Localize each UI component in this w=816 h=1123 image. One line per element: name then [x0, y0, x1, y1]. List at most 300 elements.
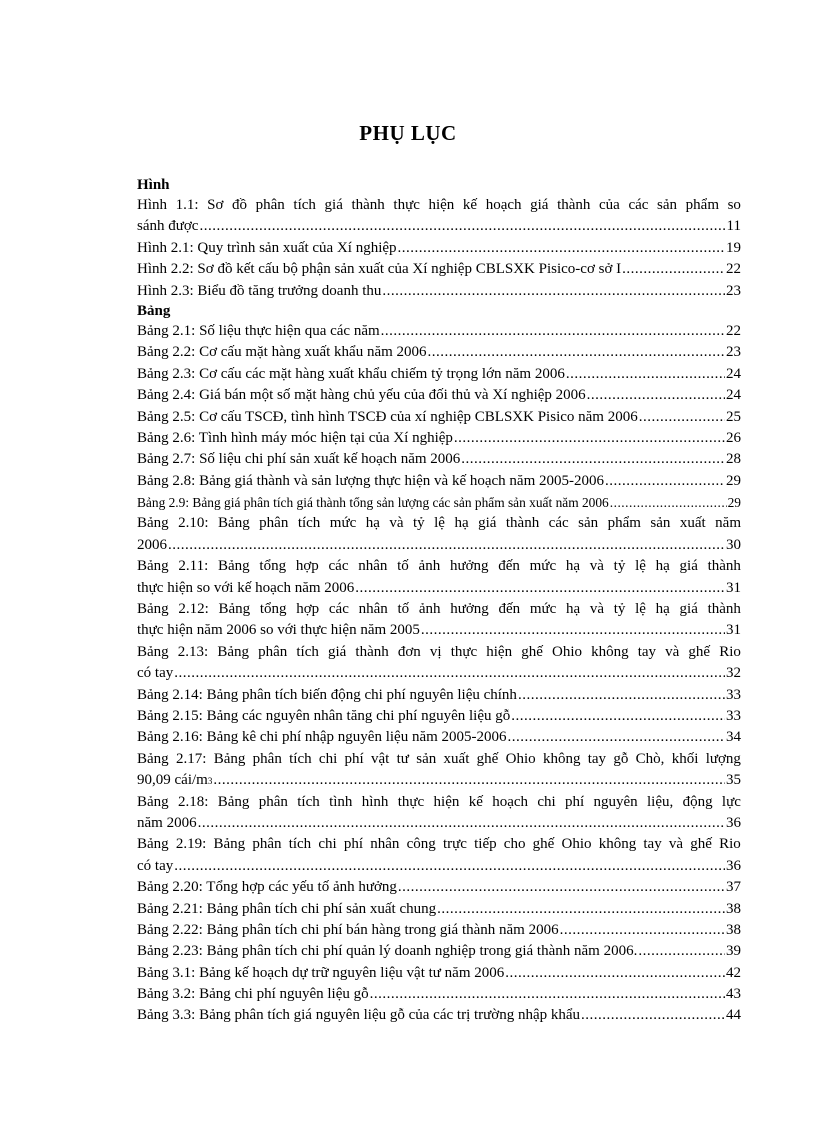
entry-line [137, 492, 741, 513]
page-number: 29 [726, 472, 741, 489]
table-entry[interactable] [137, 792, 741, 835]
page-number: 26 [726, 429, 741, 446]
entry-word: hưởng [449, 558, 489, 575]
entry-word: động [682, 793, 713, 810]
entry-word: vật [371, 750, 390, 767]
table-entry[interactable] [137, 428, 741, 449]
table-entry[interactable] [137, 642, 741, 685]
entry-word: giá [324, 197, 343, 213]
entry-line [137, 281, 741, 302]
table-entry[interactable] [137, 727, 741, 748]
entry-word: và [389, 515, 404, 532]
entry-label: Hình 2.1: Quy trình sản xuất của Xí nghiệp [137, 239, 397, 256]
entry-word: nguyên [593, 793, 638, 810]
page-number: 28 [726, 451, 741, 468]
page-number: 30 [726, 536, 741, 553]
entry-line [137, 685, 741, 706]
dot-leader [622, 259, 725, 280]
page-number: 33 [726, 686, 741, 703]
entry-label: Bảng 3.2: Bảng chi phí nguyên liệu gỗ [137, 986, 369, 1003]
entry-line [137, 813, 741, 834]
entry-word: hiện [433, 793, 460, 810]
entry-word: tố [397, 558, 409, 575]
entry-word: hình [361, 793, 389, 810]
page-number: 44 [726, 1007, 741, 1024]
entry-word: các [328, 558, 349, 575]
table-entry[interactable] [137, 834, 741, 877]
entry-line [137, 963, 741, 984]
entry-label: Bảng 2.4: Giá bán một số mặt hàng chủ yếu của đối thủ và Xí nghiệp 2006 [137, 387, 586, 404]
table-entry[interactable] [137, 877, 741, 898]
entry-word: tích [297, 515, 321, 532]
entry-word: phân [258, 643, 288, 660]
entry-word: cho [503, 836, 526, 853]
table-entry[interactable] [137, 599, 741, 642]
entry-word: công [406, 836, 436, 853]
dot-leader [639, 407, 725, 428]
entry-label: 2006 [137, 536, 167, 553]
entry-word: 2.10: [178, 515, 209, 532]
page-number: 38 [726, 921, 741, 938]
entry-word: liệu, [647, 793, 674, 810]
table-entry[interactable] [137, 920, 741, 941]
entry-word: nhân [358, 601, 388, 618]
entry-word: Bảng [218, 601, 251, 618]
entry-line: 90,09 cái/m 3 ..... 35 [137, 770, 741, 791]
entry-wrapped-line [137, 834, 741, 855]
page-number: 25 [726, 408, 741, 425]
entry-word: Bảng [137, 750, 169, 767]
entry-line [137, 856, 741, 877]
entry-word: so [727, 197, 741, 213]
page-number: 37 [726, 879, 741, 896]
entry-wrapped-line [137, 556, 741, 577]
dot-leader [174, 856, 725, 877]
entry-wrapped-line [137, 513, 741, 534]
page-number: 32 [726, 665, 741, 682]
entry-label: Bảng 2.2: Cơ cấu mặt hàng xuất khẩu năm 2006 [137, 344, 427, 361]
page-number: 23 [726, 344, 741, 361]
dot-leader [437, 899, 725, 920]
entry-line [137, 364, 741, 385]
entry-line [137, 216, 741, 237]
entry-word: mức [529, 601, 557, 618]
page-number: 36 [726, 814, 741, 831]
entry-word: hợp [296, 601, 320, 618]
entry-word: gỗ [613, 750, 629, 767]
entry-word: nhân [370, 836, 400, 853]
entry-word: tích [288, 836, 312, 853]
entry-line [137, 920, 741, 941]
entry-word: của [599, 197, 620, 213]
entry-word: phẩm [685, 197, 719, 213]
entry-word: sản [650, 515, 671, 532]
entry-label: Bảng 2.9: Bảng giá phân tích giá thành tổng sản lượng các sản phẩm sản xuất năm 2006 [137, 495, 609, 511]
entry-word: ghế [521, 643, 543, 660]
page-number: 11 [726, 218, 741, 235]
entry-word: lệ [635, 601, 646, 618]
entry-word: hiện [428, 197, 455, 213]
entry-label: Bảng 2.23: Bảng phân tích chi phí quản lý doanh nghiệp trong giá thành năm 2006. [137, 943, 638, 960]
dot-leader [381, 321, 725, 342]
entry-word: Bảng [218, 558, 250, 575]
entry-word: sản [657, 197, 678, 213]
entry-word: Bảng [213, 750, 246, 767]
entry-wrapped-line [137, 195, 741, 216]
entry-word: lệ [434, 515, 445, 532]
entry-word: tích [296, 643, 319, 660]
table-entry[interactable] [137, 385, 741, 406]
entry-word: Bảng [217, 793, 250, 810]
dot-leader [461, 449, 725, 470]
table-entry[interactable] [137, 492, 741, 513]
entry-line [137, 321, 741, 342]
entry-word: các [548, 515, 569, 532]
entry-word: Bảng [137, 793, 169, 810]
dot-leader [610, 492, 727, 513]
entry-label: thực hiện so với kế hoạch năm 2006 [137, 579, 355, 596]
entry-word: 2.18: [178, 793, 209, 810]
entry-word: tay [587, 750, 607, 767]
entry-word: tư [396, 750, 409, 767]
entry-word: đến [498, 558, 520, 575]
page-number: 33 [726, 707, 741, 724]
entry-word: tố [397, 601, 410, 618]
dot-leader [605, 471, 725, 492]
entry-word: đồ [232, 197, 248, 213]
entry-word: 1.1: [175, 197, 199, 213]
entry-line [137, 449, 741, 470]
entry-word: hưởng [450, 601, 489, 618]
entry-word: thực [450, 643, 478, 660]
page-number: 43 [726, 986, 741, 1003]
entry-label: Hình 2.3: Biểu đồ tăng trưởng doanh thu [137, 282, 382, 299]
entry-word: phân [258, 793, 288, 810]
dot-leader [587, 385, 725, 406]
table-entry[interactable] [137, 364, 741, 385]
entry-word: Rio [719, 643, 741, 660]
entry-line [137, 535, 741, 556]
entry-word: giá [327, 643, 347, 660]
table-entry[interactable] [137, 984, 741, 1005]
table-entry[interactable] [137, 407, 741, 428]
entry-word: hoạch [492, 793, 529, 810]
table-entry[interactable] [137, 685, 741, 706]
page-number: 34 [726, 729, 741, 746]
table-entry[interactable] [137, 749, 741, 792]
entry-word: ghế [532, 836, 555, 853]
entry-word: Bảng [217, 643, 249, 660]
page-number: 24 [726, 387, 741, 404]
entry-word: 2.17: [175, 750, 207, 767]
entry-word: nhân [358, 558, 388, 575]
dot-leader [560, 920, 725, 941]
entry-word: Bảng [218, 515, 250, 532]
figures-heading: Hình [137, 177, 170, 193]
entry-word: Bảng [213, 836, 246, 853]
entry-word: đến [498, 601, 521, 618]
dot-leader [398, 238, 725, 259]
entry-label: Bảng 2.1: Số liệu thực hiện qua các năm [137, 322, 380, 339]
entry-word: lực [721, 793, 741, 810]
entry-word: thành [351, 197, 385, 213]
entry-word: phẩm [607, 515, 641, 532]
entry-word: tỷ [613, 601, 626, 618]
dot-leader [168, 535, 725, 556]
entry-word: và [589, 601, 605, 618]
entry-label: Bảng 2.5: Cơ cấu TSCĐ, tình hình TSCĐ của xí nghiệp CBLSXK Pisico năm 2006 [137, 408, 638, 425]
dot-leader [398, 877, 725, 898]
entry-word: tỷ [413, 515, 425, 532]
entry-word: mức [329, 515, 357, 532]
entry-label: Bảng 2.20: Tổng hợp các yếu tố ảnh hưởng [137, 879, 397, 896]
entry-wrapped-line [137, 599, 741, 620]
entry-word: hạ [565, 558, 581, 575]
entry-word: chi [537, 793, 556, 810]
entry-line [137, 342, 741, 363]
page-number: 19 [726, 239, 741, 256]
entry-word: mức [529, 558, 557, 575]
page-number: 39 [726, 943, 741, 960]
entry-word: không [591, 643, 629, 660]
tables-heading: Bảng [137, 302, 171, 319]
entry-word: Chò, [635, 750, 665, 767]
figures-list [137, 195, 741, 302]
entry-word: hiện [486, 643, 513, 660]
entry-line [137, 877, 741, 898]
dot-leader [370, 984, 725, 1005]
entry-word: hợp [295, 558, 319, 575]
entry-label: Bảng 2.16: Bảng kê chi phí nhập nguyên liệu năm 2005-2006 [137, 729, 507, 746]
entry-line [137, 941, 741, 962]
entry-word: thực [397, 793, 425, 810]
dot-leader [428, 342, 725, 363]
page-number: 24 [726, 365, 741, 382]
entry-word: thực [393, 197, 420, 213]
page-number: 35 [726, 772, 741, 789]
dot-leader [566, 364, 725, 385]
entry-word: phân [252, 750, 282, 767]
entry-label: Bảng 2.7: Số liệu chi phí sản xuất kế hoạch năm 2006 [137, 451, 461, 468]
table-entry[interactable] [137, 941, 741, 962]
table-entry[interactable] [137, 321, 741, 342]
entry-label: có tay [137, 857, 174, 874]
figure-entry[interactable] [137, 281, 741, 302]
entry-word: ảnh [418, 558, 441, 575]
entry-label: Hình 2.2: Sơ đồ kết cấu bộ phận sản xuất của Xí nghiệp CBLSXK Pisico-cơ sở I [137, 261, 622, 278]
figure-entry[interactable] [137, 195, 741, 238]
entry-word: hạ [566, 601, 581, 618]
entry-label: Bảng 2.14: Bảng phân tích biến động chi phí nguyên liệu chính [137, 686, 517, 703]
entry-wrapped-line [137, 792, 741, 813]
entry-word: thành [707, 601, 741, 618]
page-number: 38 [726, 900, 741, 917]
entry-label: năm 2006 [137, 814, 197, 831]
figure-entry[interactable] [137, 238, 741, 259]
entry-word: 2.13: [177, 643, 209, 660]
entry-word: hạ [655, 558, 670, 575]
page-number: 36 [726, 857, 741, 874]
entry-word: tay [643, 836, 662, 853]
entry-word: Ohio [561, 836, 592, 853]
entry-word: và [589, 558, 604, 575]
entry-word: chi [318, 836, 337, 853]
entry-word: sản [416, 750, 437, 767]
table-of-contents [137, 176, 741, 1027]
table-entry[interactable] [137, 513, 741, 556]
entry-word: kế [462, 197, 478, 213]
figure-entry[interactable] [137, 259, 741, 280]
entry-label: Bảng 2.22: Bảng phân tích chi phí bán hàng trong giá thành năm 2006 [137, 921, 559, 938]
entry-word: ảnh [418, 601, 441, 618]
entry-label: thực hiện năm 2006 so với thực hiện năm 2005 [137, 622, 420, 639]
dot-leader [581, 1005, 725, 1026]
entry-word: các [328, 601, 349, 618]
entry-word: đơn [397, 643, 421, 660]
entry-line [137, 663, 741, 684]
entry-word: tổng [259, 558, 287, 575]
entry-word: giá [679, 601, 698, 618]
entry-line [137, 620, 741, 641]
table-entry[interactable] [137, 963, 741, 984]
page-number: 23 [726, 282, 741, 299]
dot-leader [638, 941, 725, 962]
entry-word: Bảng [137, 558, 169, 575]
table-entry[interactable] [137, 556, 741, 599]
entry-word: 2.19: [175, 836, 207, 853]
entry-word: năm [715, 515, 741, 532]
entry-word: phí [344, 750, 364, 767]
dot-leader [198, 813, 725, 834]
entry-label: Bảng 2.6: Tình hình máy móc hiện tại của Xí nghiệp [137, 429, 453, 446]
entry-word: chi [318, 750, 338, 767]
page-number: 29 [727, 495, 741, 511]
table-entry[interactable] [137, 342, 741, 363]
dot-leader [454, 428, 725, 449]
table-entry[interactable] [137, 471, 741, 492]
entry-word: hạ [365, 515, 380, 532]
table-entry[interactable] [137, 899, 741, 920]
entry-word: Bảng [137, 643, 169, 660]
dot-leader [382, 281, 725, 302]
table-entry[interactable] [137, 449, 741, 470]
table-entry[interactable] [137, 1005, 741, 1026]
entry-wrapped-line [137, 749, 741, 770]
entry-line [137, 984, 741, 1005]
entry-word: phân [252, 836, 282, 853]
entry-word: ghế [688, 643, 711, 660]
dot-leader [421, 620, 725, 641]
table-entry[interactable] [137, 706, 741, 727]
entry-word: và [668, 836, 684, 853]
entry-word: lượng [705, 750, 741, 767]
entry-line [137, 727, 741, 748]
entry-word: không [542, 750, 581, 767]
dot-leader [174, 663, 725, 684]
entry-word: xuất [679, 515, 706, 532]
tables-list [137, 321, 741, 1027]
entry-word: phân [259, 515, 289, 532]
entry-word: Ohio [551, 643, 582, 660]
entry-word: xuất [443, 750, 470, 767]
entry-label: có tay [137, 665, 174, 682]
entry-label: Bảng 3.3: Bảng phân tích giá nguyên liệu gỗ của các trị trường nhập khẩu [137, 1007, 581, 1024]
entry-word: các [628, 197, 649, 213]
entry-word: tình [329, 793, 353, 810]
page-number: 31 [726, 579, 741, 596]
page-number: 22 [726, 261, 741, 278]
dot-leader [505, 963, 725, 984]
entry-word: vị [429, 643, 442, 660]
entry-word: và [665, 643, 680, 660]
entry-line [137, 385, 741, 406]
entry-word: trực [442, 836, 467, 853]
entry-word: sản [578, 515, 599, 532]
entry-word: Sơ [207, 197, 224, 213]
entry-word: 2.12: [178, 601, 209, 618]
entry-word: phí [343, 836, 364, 853]
entry-word: Bảng [137, 836, 169, 853]
entry-line [137, 407, 741, 428]
page-number: 31 [726, 622, 741, 639]
entry-word: tỷ [613, 558, 626, 575]
entry-word: giá [478, 515, 497, 532]
entry-word: Bảng [137, 515, 169, 532]
entry-line [137, 706, 741, 727]
entry-word: hạ [454, 515, 469, 532]
entry-word: 2.11: [178, 558, 209, 575]
entry-line [137, 259, 741, 280]
entry-word: tích [289, 750, 312, 767]
entry-line [137, 471, 741, 492]
entry-word: ghế [476, 750, 499, 767]
dot-leader [213, 770, 725, 791]
entry-word: thành [707, 558, 741, 575]
dot-leader [508, 727, 725, 748]
entry-line [137, 899, 741, 920]
entry-line [137, 578, 741, 599]
entry-label: Bảng 3.1: Bảng kế hoạch dự trữ nguyên liệu vật tư năm 2006 [137, 964, 505, 981]
entry-word: thành [355, 643, 389, 660]
entry-word: hoạch [485, 197, 522, 213]
dot-leader [518, 685, 725, 706]
dot-leader [355, 578, 725, 599]
entry-word: giá [530, 197, 549, 213]
entry-label: Bảng 2.21: Bảng phân tích chi phí sản xuất chung [137, 900, 437, 917]
page-number: 42 [726, 964, 741, 981]
entry-word: tổng [259, 601, 287, 618]
entry-word: Ohio [505, 750, 536, 767]
entry-word: ghế [690, 836, 712, 853]
dot-leader [199, 216, 725, 237]
entry-label: Bảng 2.15: Bảng các nguyên nhân tăng chi phí nguyên liệu gỗ [137, 707, 511, 724]
entry-wrapped-line [137, 642, 741, 663]
page-number: 22 [726, 322, 741, 339]
entry-word: kế [468, 793, 483, 810]
entry-word: lệ [635, 558, 646, 575]
entry-word: tay [637, 643, 657, 660]
entry-word: tích [297, 793, 320, 810]
entry-word: khối [671, 750, 699, 767]
entry-word: tích [293, 197, 316, 213]
entry-word: không [598, 836, 637, 853]
dot-leader [511, 706, 725, 727]
entry-label: 90,09 cái/m [137, 772, 208, 789]
entry-line [137, 428, 741, 449]
entry-word: thành [505, 515, 540, 532]
entry-word: phân [255, 197, 285, 213]
entry-label: sánh được [137, 218, 199, 235]
